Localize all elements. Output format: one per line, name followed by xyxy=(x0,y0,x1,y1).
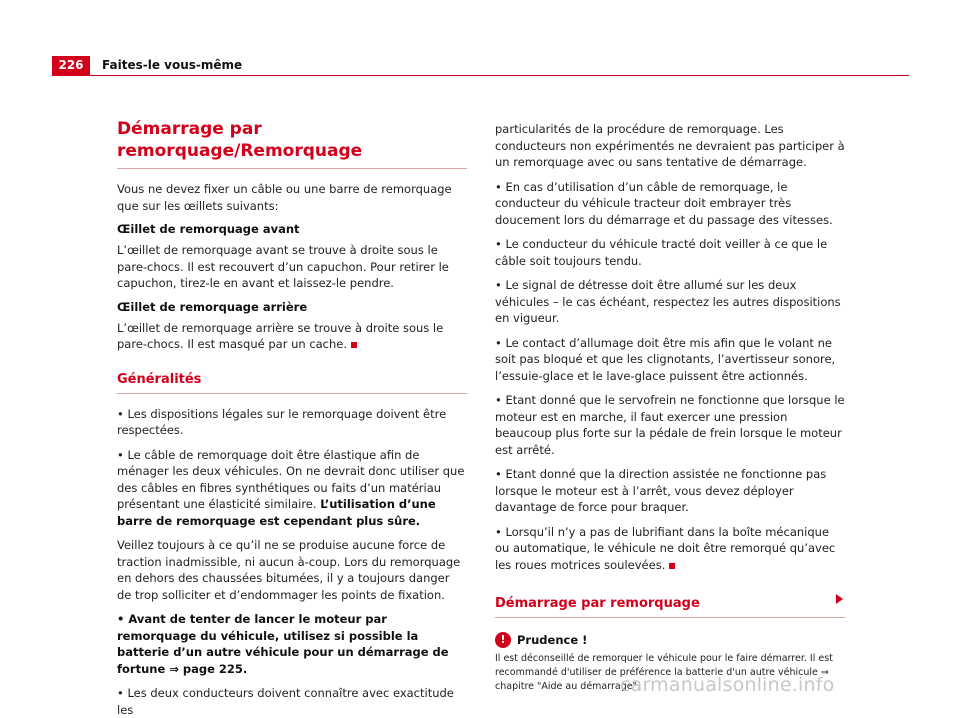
bullet-brake-servo: • Etant donné que le servofrein ne fonctionne que lorsque le moteur est en marche, il faut exercer une pression beaucoup plus forte sur la pédale de frein lorsque le moteur est arrêté. xyxy=(495,393,845,457)
caution-icon: ! xyxy=(495,632,511,648)
right-column xyxy=(495,121,845,694)
tow-start-heading: Démarrage par remorquage xyxy=(495,595,845,618)
watermark: carmanualsonline.info xyxy=(620,674,835,696)
intro-paragraph: Vous ne devez fixer un câble ou une barre de remorquage que sur les œillets suivants: xyxy=(117,182,452,213)
end-of-section-icon xyxy=(669,563,675,569)
bullet-gearbox-paragraph xyxy=(495,524,845,574)
bullet-power-steering: • Etant donné que la direction assistée ne fonctionne pas lorsque le moteur est à l’arrêt, vous devez déployer davantage de force pour braquer. xyxy=(495,467,827,514)
page-number: 226 xyxy=(52,56,90,75)
end-of-section-icon xyxy=(351,342,357,348)
bullet-drivers: • Les deux conducteurs doivent connaître avec exactitude les xyxy=(117,686,454,717)
section-title: Démarrage par remorquage/Remorquage xyxy=(117,118,467,169)
procedure-paragraph: particularités de la procédure de remorquage. Les conducteurs non expérimentés ne devraient pas participer à un remorquage avec ou sans tentative de démarrage. xyxy=(495,122,845,169)
bullet-ignition: • Le contact d’allumage doit être mis afin que le volant ne soit pas bloqué et que les clignotants, l’avertisseur sonore, l’essuie-glace et le lave-glace puissent être actionnés. xyxy=(495,335,836,383)
rear-eyelet-paragraph xyxy=(117,320,467,353)
rear-eyelet-heading: Œillet de remorquage arrière xyxy=(117,299,308,314)
bullet-hazard-lights: • Le signal de détresse doit être allumé sur les deux véhicules – le cas échéant, respectez les autres dispositions en vigueur. xyxy=(495,278,841,325)
continue-arrow-icon xyxy=(836,594,843,604)
general-heading: Généralités xyxy=(117,371,467,394)
bullet-jump-start-bold: • Avant de tenter de lancer le moteur par remorquage du véhicule, utilisez si possible la batterie d’un autre véhicule pour un démarrage de fortune xyxy=(117,612,449,676)
bullet-elastic-bold: L’utilisation d’une barre de remorquage est cependant plus sûre. xyxy=(117,497,436,528)
traction-paragraph: Veillez toujours à ce qu’il ne se produise aucune force de traction inadmissible, ni aucun à-coup. Lors du remorquage en dehors des chaussées bitumées, il y a toujours danger de trop solliciter et d’endommager les points de fixation. xyxy=(117,538,461,602)
front-eyelet-heading: Œillet de remorquage avant xyxy=(117,222,300,236)
header-divider xyxy=(52,75,909,76)
page-reference-link[interactable]: ⇒ page 225. xyxy=(169,661,248,676)
running-title: Faites-le vous-même xyxy=(102,58,243,72)
left-column xyxy=(117,118,467,718)
bullet-cable-tension: • Le conducteur du véhicule tracté doit veiller à ce que le câble soit toujours tendu. xyxy=(495,237,828,268)
rear-eyelet-text: L’œillet de remorquage arrière se trouve à droite sous le pare-chocs. Il est masqué par un cache. xyxy=(117,320,444,351)
bullet-jump-start xyxy=(117,611,467,677)
bullet-cable-clutch: • En cas d’utilisation d’un câble de remorquage, le conducteur du véhicule tracteur doit embrayer très doucement lors du démarrage et du passage des vitesses. xyxy=(495,179,833,227)
caution-title: Prudence ! xyxy=(517,633,588,647)
bullet-elastic-text: • Le câble de remorquage doit être élastique afin de ménager les deux véhicules. On ne devrait donc utiliser que des câbles en fibres synthétiques ou faits d’un matériau présentant une élasticité similaire. xyxy=(117,447,465,511)
bullet-legal: • Les dispositions légales sur le remorquage doivent être respectées. xyxy=(117,406,447,437)
caution-header xyxy=(495,632,845,648)
front-eyelet-text: L’œillet de remorquage avant se trouve à droite sous le pare-chocs. Il est recouvert d’un capuchon. Pour retirer le capuchon, tirez-le en avant et laissez-le pendre. xyxy=(117,243,449,290)
caution-text: Il est déconseillé de remorquer le véhicule pour le faire démarrer. Il est recommandé d'utiliser de préférence la batterie d'un autre véhicule ⇒ chapitre "Aide au démarrage". xyxy=(495,653,833,692)
bullet-elastic-cable xyxy=(117,447,467,530)
bullet-gearbox: • Lorsqu’il n’y a pas de lubrifiant dans la boîte mécanique ou automatique, le véhicule ne doit être remorqué qu’avec les roues motrices soulevées. xyxy=(495,524,836,572)
